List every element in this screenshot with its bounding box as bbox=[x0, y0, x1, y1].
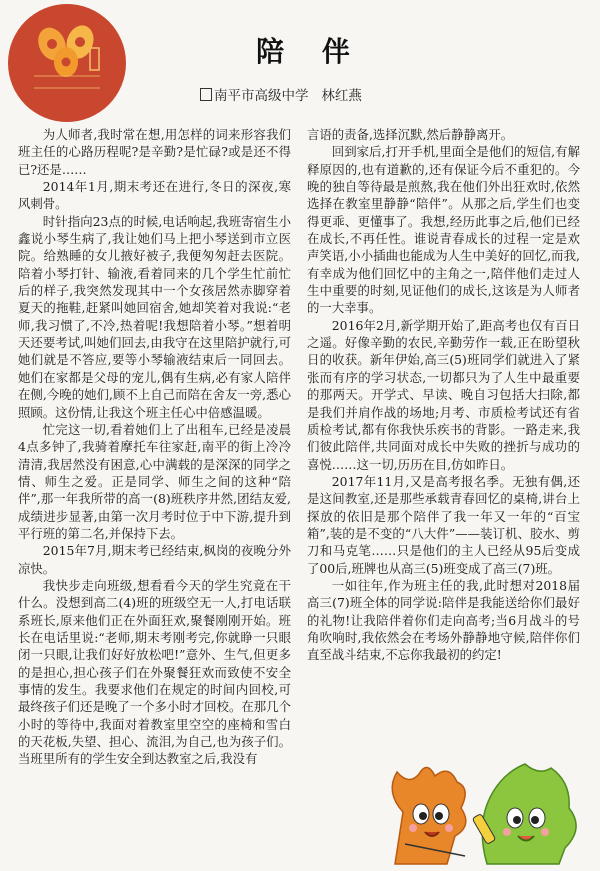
bullet-box-icon bbox=[200, 88, 212, 101]
paragraph: 一如往年,作为班主任的我,此时想对2018届高三(7)班全体的同学说:陪伴是我能送给你们最好的礼物!让我陪伴着你们走向高考;当6月战斗的号角吹响时,我依然会在考场外静静地守候,陪伴你们直至战斗结束,不忘你我最初的约定! bbox=[307, 577, 580, 663]
paragraph: 时针指向23点的时候,电话响起,我班寄宿生小鑫说小琴生病了,我让她们马上把小琴送到市立医院。给熟睡的女儿掖好被子,我便匆匆赶去医院。陪着小琴打针、输液,看着同来的几个学生忙前忙后的样子,我突然发现其中一个女孩居然赤脚穿着夏天的拖鞋,赶紧叫她回宿舍,她却笑着对我说:“老师,我习惯了,不冷,热着呢!我想陪着小琴。”想着明天还要考试,叫她们回去,由我守在这里陪护就行,可她们就是不答应,要等小琴输液结束后一同回去。她们在家都是父母的宠儿,偶有生病,必有家人陪伴在侧,今晚的她们,顾不上自己而陪在舍友一旁,悉心照顾。这份情,让我这个班主任心中倍感温暖。 bbox=[18, 213, 291, 420]
left-column bbox=[18, 126, 291, 867]
school-logo bbox=[8, 4, 126, 122]
paragraph: 2016年2月,新学期开始了,距高考也仅有百日之遥。好像辛勤的农民,辛勤劳作一载,正在盼望秋日的收获。新年伊始,高三(5)班同学们就进入了紧张而有序的学习状态,一切都只为了人生中最重要的那两天。开学式、早读、晚自习包括大扫除,都是我们并肩作战的场地;月考、市质检考试还有省质检考试,都有你我快乐疾书的背影。一路走来,我们彼此陪伴,共同面对成长中失败的挫折与成功的喜悦……这一切,历历在目,仿如昨日。 bbox=[307, 317, 580, 472]
paragraph: 忙完这一切,看着她们上了出租车,已经是凌晨4点多钟了,我骑着摩托车往家赶,南平的街上冷冷清清,我居然没有困意,心中满载的是深深的同学之情、师生之爱。正是同学、师生之间的这种“陪伴”,那一年我所带的高一(8)班秩序井然,团结友爱,成绩进步显著,由第一次月考时位于中下游,提升到平行班的第二名,并保持下去。 bbox=[18, 421, 291, 541]
leaf-mascots-icon bbox=[375, 752, 600, 867]
paragraph: 2014年1月,期末考还在进行,冬日的深夜,寒风刺骨。 bbox=[18, 179, 291, 212]
mascot-illustration bbox=[375, 752, 600, 867]
logo-leaf-icon bbox=[8, 4, 126, 122]
right-column bbox=[307, 126, 580, 751]
paragraph: 言语的责备,选择沉默,然后静静离开。 bbox=[307, 127, 514, 142]
paragraph: 我快步走向班级,想看看今天的学生究竟在干什么。没想到高二(4)班的班级空无一人,打电话联系班长,原来他们正在外面狂欢,聚餐刚刚开始。班长在电话里说:“老师,期末考刚考完,你就睁一只眼闭一只眼,让我们好好放松吧!”意外、生气,但更多的是担心,担心孩子们在外聚餐狂欢而致使不安全事情的发生。我要求他们在规定的时间内回校,可最终孩子们还是晚了一个多小时才回校。在那几个小时的等待中,我面对着教室里空空的座椅和雪白的天花板,失望、担心、流泪,为自己,也为孩子们。当班里所有的学生安全到达教室之后,我没有 bbox=[18, 577, 291, 767]
paragraph: 回到家后,打开手机,里面全是他们的短信,有解释原因的,也有道歉的,还有保证今后不重犯的。今晚的独自等待最是煎熬,我在他们外出狂欢时,依然选择在教室里静静“陪伴”。从那之后,学生们也变得更乖、更懂事了。我想,经历此事之后,他们已经在成长,不再任性。谁说青春成长的过程一定是欢声笑语,小小插曲也能成为人生中美好的回忆,而我,有幸成为他们回忆中的主角之一,陪伴他们走过人生中重要的时刻,见证他们的成长,这该是为人师者的一大幸事。 bbox=[307, 144, 580, 316]
article-title: 陪 伴 bbox=[256, 35, 364, 68]
author-name: 林红燕 bbox=[321, 88, 362, 104]
paragraph: 2017年11月,又是高考报名季。无独有偶,还是这间教室,还是那些承载青春回忆的桌椅,讲台上探放的依旧是那个陪伴了我一年又一年的“百宝箱”,装的是不变的“八大件”——装订机、胶水、剪刀和马克笔……只是他们的主人已经从95后变成了00后,班牌也从高三(5)班变成了高三(7)班。 bbox=[307, 473, 580, 576]
paragraph: 2015年7月,期末考已经结束,枫岗的夜晚分外凉快。 bbox=[18, 543, 291, 576]
school-name: 南平市高级中学 bbox=[214, 88, 309, 104]
byline bbox=[200, 84, 440, 104]
paragraph: 为人师者,我时常在想,用怎样的词来形容我们班主任的心路历程呢?是辛勤?是忙碌?或是还不得已?还是…… bbox=[18, 127, 291, 177]
